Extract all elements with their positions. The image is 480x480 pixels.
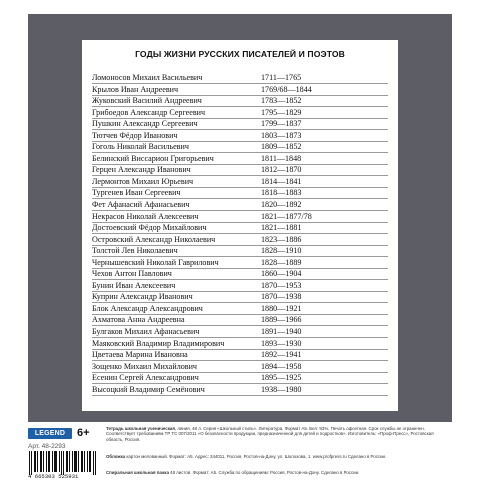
table-row	[82, 96, 398, 108]
table-row	[82, 200, 398, 212]
writer-name: Герцен Александр Иванович	[92, 165, 191, 175]
writer-years: 1870—1953	[261, 280, 302, 290]
table-row	[82, 373, 398, 385]
table-row	[82, 188, 398, 200]
writer-years: 1769/68—1844	[261, 84, 312, 94]
table-row	[82, 304, 398, 316]
table-row	[82, 281, 398, 293]
writer-years: 1783—1852	[261, 96, 302, 106]
imprint-paragraph	[106, 426, 446, 442]
writers-table-sheet	[82, 40, 398, 411]
writer-years: 1860—1904	[261, 269, 302, 279]
table-row	[82, 269, 398, 281]
imprint-text: , линия, 48 л. Серия «Школьный стиль». Литература. Формат А5. Бел: 93%. Печать офсетная. Срок службы не ограничен. Соответствует требованиям ТР ТС 007/2011 «О безопасности продукции, предназначенной для детей и подростков». Изготовитель: «Проф-Пресс», Ростовская область, Россия.	[106, 426, 434, 442]
table-row	[82, 258, 398, 270]
writer-years: 1894—1958	[261, 361, 302, 371]
writer-years: 1828—1910	[261, 246, 302, 256]
table-row	[82, 292, 398, 304]
writer-name: Тургенев Иван Сергеевич	[92, 188, 181, 198]
writer-years: 1821—1881	[261, 223, 302, 233]
writer-name: Фет Афанасий Афанасьевич	[92, 200, 190, 210]
brand-logo-text: LEGEND	[34, 430, 66, 437]
writer-name: Есенин Сергей Александрович	[92, 373, 199, 383]
writer-name: Гоголь Николай Васильевич	[92, 142, 189, 152]
table-row	[82, 385, 398, 397]
writer-years: 1803—1873	[261, 130, 302, 140]
writer-name: Жуковский Василий Андреевич	[92, 96, 202, 106]
table-row	[82, 339, 398, 351]
writer-name: Ахматова Анна Андреевна	[92, 315, 185, 325]
table-row	[82, 108, 398, 120]
writer-years: 1811—1848	[261, 153, 302, 163]
writer-name: Блок Александр Александрович	[92, 303, 203, 313]
writer-years: 1938—1980	[261, 384, 302, 394]
writer-name: Белинский Виссарион Григорьевич	[92, 153, 214, 163]
imprint-lead: Тетрадь школьная ученическая	[106, 426, 175, 431]
writer-years: 1889—1966	[261, 315, 302, 325]
writer-name: Зощенко Михаил Михайлович	[92, 361, 198, 371]
writer-name: Бунин Иван Алексеевич	[92, 280, 176, 290]
imprint-paragraph	[106, 470, 446, 475]
writer-years: 1895—1925	[261, 373, 302, 383]
table-row	[82, 165, 398, 177]
writer-years: 1809—1852	[261, 142, 302, 152]
table-row	[82, 212, 398, 224]
writer-name: Тютчев Фёдор Иванович	[92, 130, 178, 140]
writer-years: 1823—1886	[261, 234, 302, 244]
table-title: ГОДЫ ЖИЗНИ РУССКИХ ПИСАТЕЛЕЙ И ПОЭТОВ	[135, 49, 345, 59]
barcode-number: 4 665303 525931	[28, 473, 79, 480]
writers-list	[82, 73, 398, 396]
writer-years: 1870—1938	[261, 292, 302, 302]
imprint-text: 48 листов. Формат: А5. Служба по обращениям: Россия, Ростов-на-Дону. Сделано в России.	[168, 470, 360, 475]
table-row	[82, 154, 398, 166]
writer-years: 1821—1877/78	[261, 211, 312, 221]
writer-years: 1799—1837	[261, 119, 302, 129]
table-row	[82, 315, 398, 327]
writer-name: Чехов Антон Павлович	[92, 269, 172, 279]
writer-name: Куприн Александр Иванович	[92, 292, 193, 302]
writer-name: Достоевский Фёдор Михайлович	[92, 223, 207, 233]
table-row	[82, 223, 398, 235]
writer-name: Ломоносов Михаил Васильевич	[92, 73, 203, 82]
imprint-paragraph	[106, 454, 446, 459]
imprint-lead: Обложка	[106, 454, 126, 459]
brand-logo	[28, 428, 72, 439]
table-row	[82, 73, 398, 85]
writer-name: Пушкин Александр Сергеевич	[92, 119, 198, 129]
writer-name: Булгаков Михаил Афанасьевич	[92, 327, 200, 337]
row-divider	[92, 395, 388, 396]
writer-name: Лермонтов Михаил Юрьевич	[92, 176, 194, 186]
writer-years: 1880—1921	[261, 303, 302, 313]
writer-years: 1812—1870	[261, 165, 302, 175]
age-rating-badge: 6+	[77, 427, 90, 439]
writer-years: 1820—1892	[261, 200, 302, 210]
imprint-text: картон мелованный. Формат: А5. Адрес: 344011, Россия, Ростов-на-Дону, ул. Шолохова, 1. www.profpress.ru Сделано в России.	[125, 454, 387, 459]
writer-name: Маяковский Владимир Владимирович	[92, 338, 225, 348]
writer-years: 1795—1829	[261, 107, 302, 117]
writer-years: 1818—1883	[261, 188, 302, 198]
back-cover-imprint	[28, 424, 452, 480]
writer-name: Крылов Иван Андреевич	[92, 84, 179, 94]
writer-years: 1711—1765	[261, 73, 302, 82]
article-number: Арт. 48-2293	[28, 443, 66, 450]
writer-years: 1891—1940	[261, 327, 302, 337]
writer-name: Островский Александр Николаевич	[92, 234, 216, 244]
table-row	[82, 119, 398, 131]
writer-name: Чернышевский Николай Гаврилович	[92, 257, 219, 267]
table-row	[82, 235, 398, 247]
writer-name: Высоцкий Владимир Семёнович	[92, 384, 205, 394]
writer-name: Цветаева Марина Ивановна	[92, 350, 188, 360]
writer-years: 1828—1889	[261, 257, 302, 267]
table-row	[82, 131, 398, 143]
table-row	[82, 246, 398, 258]
imprint-lead: Спиральная школьная пачка	[106, 470, 169, 475]
barcode-icon	[28, 451, 98, 475]
table-row	[82, 177, 398, 189]
table-row	[82, 142, 398, 154]
table-row	[82, 85, 398, 97]
table-row	[82, 327, 398, 339]
writer-name: Некрасов Николай Алексеевич	[92, 211, 199, 221]
writer-name: Толстой Лев Николаевич	[92, 246, 178, 256]
writer-name: Грибоедов Александр Сергеевич	[92, 107, 206, 117]
writer-years: 1893—1930	[261, 338, 302, 348]
writer-years: 1814—1841	[261, 176, 302, 186]
table-row	[82, 362, 398, 374]
writer-years: 1892—1941	[261, 350, 302, 360]
table-row	[82, 350, 398, 362]
